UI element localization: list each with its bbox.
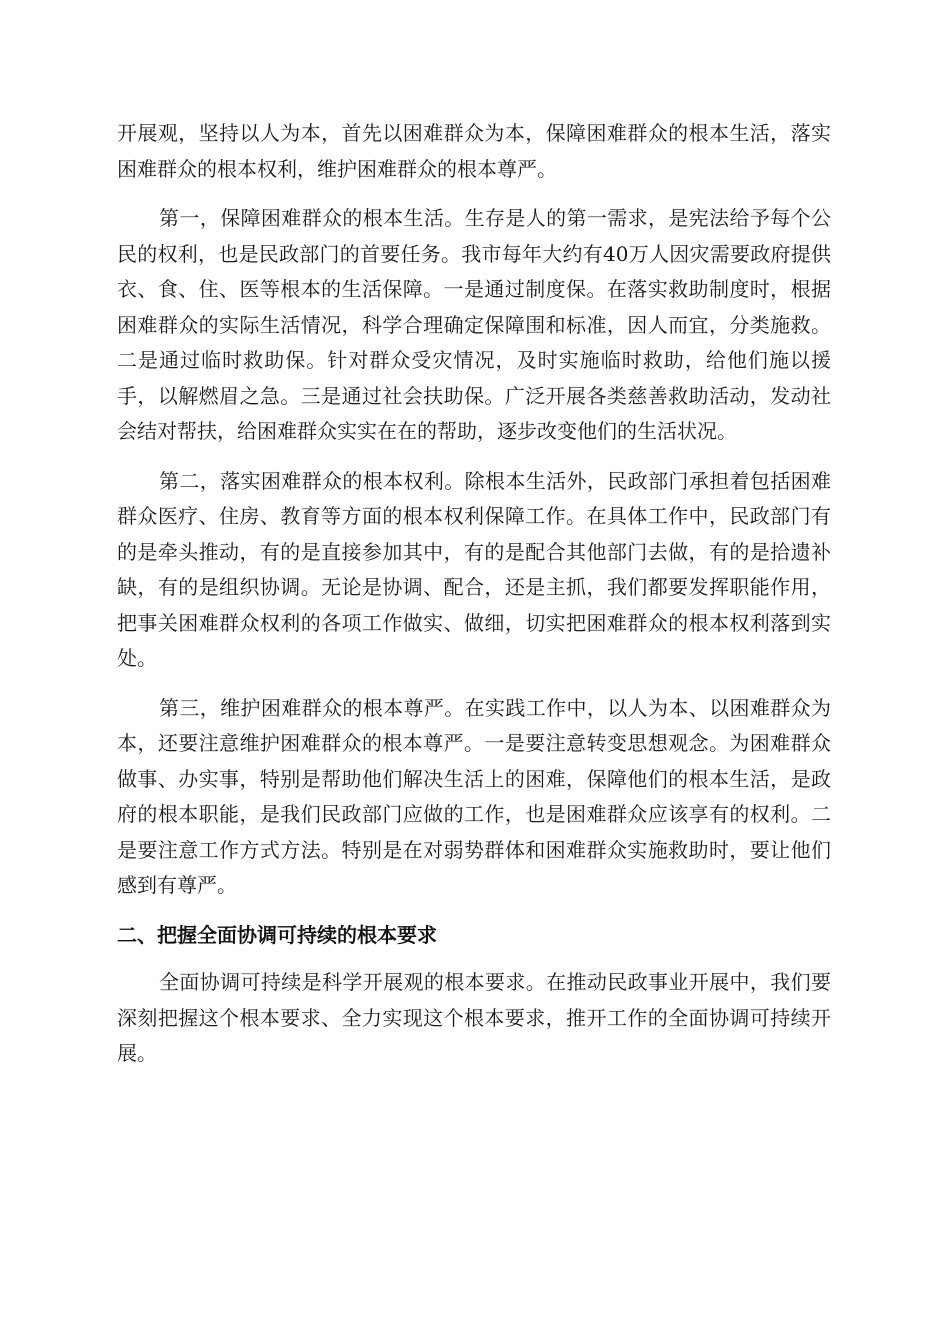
section-heading: 二、把握全面协调可持续的根本要求 xyxy=(117,922,437,947)
paragraph-third-point: 第三，维护困难群众的根本尊严。在实践工作中，以人为本、以困难群众为本，还要注意维护困难群众的根本尊严。一是要注意转变思想观念。为困难群众做事、办实事，特别是帮助他们解决生活上的困难，保障他们的根本生活，是政府的根本职能，是我们民政部门应做的工作，也是困难群众应该享有的权利。二是要注意工作方式方法。特别是在对弱势群体和困难群众实施救助时，要让他们感到有尊严。 xyxy=(117,695,831,897)
document-body xyxy=(117,116,831,1086)
paragraph-second-point: 第二，落实困难群众的根本权利。除根本生活外，民政部门承担着包括困难群众医疗、住房、教育等方面的根本权利保障工作。在具体工作中，民政部门有的是牵头推动，有的是直接参加其中，有的是配合其他部门去做，有的是拾遗补缺，有的是组织协调。无论是协调、配合，还是主抓，我们都要发挥职能作用，把事关困难群众权利的各项工作做实、做细，切实把困难群众的根本权利落到实处。 xyxy=(117,468,831,670)
paragraph-first-point: 第一，保障困难群众的根本生活。生存是人的第一需求，是宪法给予每个公民的权利，也是民政部门的首要任务。我市每年大约有40万人因灾需要政府提供衣、食、住、医等根本的生活保障。一是通过制度保。在落实救助制度时，根据困难群众的实际生活情况，科学合理确定保障围和标准，因人而宜，分类施救。二是通过临时救助保。针对群众受灾情况，及时实施临时救助，给他们施以援手，以解燃眉之急。三是通过社会扶助保。广泛开展各类慈善救助活动，发动社会结对帮扶，给困难群众实实在在的帮助，逐步改变他们的生活状况。 xyxy=(117,206,831,443)
section-paragraph: 全面协调可持续是科学开展观的根本要求。在推动民政事业开展中，我们要深刻把握这个根本要求、全力实现这个根本要求，推开工作的全面协调可持续开展。 xyxy=(117,970,831,1065)
paragraph-continuation: 开展观，坚持以人为本，首先以困难群众为本，保障困难群众的根本生活，落实困难群众的根本权利，维护困难群众的根本尊严。 xyxy=(117,121,831,181)
